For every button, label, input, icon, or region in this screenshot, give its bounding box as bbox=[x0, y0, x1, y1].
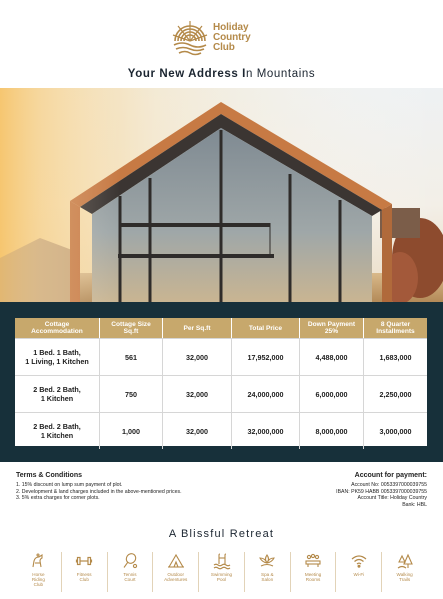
cell-total-price: 17,952,000 bbox=[232, 339, 300, 375]
table-row bbox=[15, 338, 427, 375]
amenity-label: Meeting Rooms bbox=[304, 572, 322, 582]
account-iban: IBAN: PK59 HABB 0053397000039755 bbox=[336, 488, 427, 495]
spa-icon bbox=[258, 552, 276, 570]
cell-total-price: 32,000,000 bbox=[232, 413, 300, 449]
amenity-label: Wi-Fi bbox=[353, 572, 365, 577]
table-row bbox=[15, 375, 427, 412]
tent-icon bbox=[167, 552, 185, 570]
cell-installment: 2,250,000 bbox=[379, 389, 412, 399]
meeting-icon bbox=[304, 552, 322, 570]
amenity-label: Fitness Club bbox=[76, 572, 92, 582]
cell-per-sqft: 32,000 bbox=[163, 413, 232, 449]
amenity-wifi bbox=[336, 552, 382, 592]
terms-item: 1. 15% discount on lump sum payment of plot. bbox=[16, 481, 123, 488]
terms-item: 3. 5% extra charges for corner plots. bbox=[16, 495, 100, 502]
amenity-swimming-pool bbox=[199, 552, 245, 592]
amenity-label: Tennis Court bbox=[123, 572, 137, 582]
cell-size: 561 bbox=[100, 339, 163, 375]
account-title: Account for payment: bbox=[354, 472, 427, 479]
header-accommodation bbox=[15, 318, 100, 338]
amenity-walking-trails bbox=[382, 552, 427, 592]
cell-per-sqft: 32,000 bbox=[163, 376, 232, 412]
cell-total-price: 24,000,000 bbox=[232, 376, 300, 412]
headline bbox=[0, 68, 443, 80]
pool-icon bbox=[213, 552, 231, 570]
cell-installment: 1,683,000 bbox=[379, 352, 412, 362]
brand-line-3: Club bbox=[213, 42, 235, 53]
header-size-label: Cottage Size Sq.ft bbox=[111, 321, 151, 335]
pricing-table bbox=[15, 318, 427, 446]
headline-regular: n Mountains bbox=[245, 68, 316, 80]
hero-cottage-image bbox=[0, 88, 443, 302]
header-down-payment-label: Down Payment 25% bbox=[307, 321, 356, 335]
cell-down-payment: 8,000,000 bbox=[300, 413, 364, 449]
cell-size: 1,000 bbox=[100, 413, 163, 449]
sunburst-logo-icon bbox=[170, 17, 210, 59]
dumbbell-icon bbox=[75, 552, 93, 570]
account-holder: Account Title: Holiday Country bbox=[357, 495, 427, 502]
brand-line-2: Country bbox=[213, 32, 251, 43]
header-installments-label: 8 Quarter Installments bbox=[376, 321, 415, 335]
amenity-label: Swimming Pool bbox=[210, 572, 233, 582]
account-bank: Bank: HBL bbox=[402, 502, 427, 509]
table-row bbox=[15, 412, 427, 449]
amenity-meeting-rooms bbox=[291, 552, 337, 592]
terms-item: 2. Development & land charges included in the above-mentioned prices. bbox=[16, 488, 182, 495]
brand-line-1: Holiday bbox=[213, 22, 249, 33]
amenity-outdoor-adventures bbox=[153, 552, 199, 592]
walking-trail-icon bbox=[396, 552, 414, 570]
brand-name bbox=[213, 23, 251, 53]
header-accommodation-label: Cottage Accommodation bbox=[31, 321, 83, 335]
cell-down-payment: 6,000,000 bbox=[300, 376, 364, 412]
brand-logo bbox=[170, 14, 280, 62]
header-per-sqft-label: Per Sq.ft bbox=[183, 324, 211, 332]
cell-installment: 3,000,000 bbox=[379, 426, 412, 436]
retreat-title: A Blissful Retreat bbox=[168, 528, 275, 540]
cell-accommodation: 1 Bed. 1 Bath, 1 Living, 1 Kitchen bbox=[15, 339, 100, 375]
amenity-label: Outdoor Adventures bbox=[164, 572, 188, 582]
headline-bold: Your New Address I bbox=[127, 68, 246, 80]
wifi-icon bbox=[350, 552, 368, 570]
account-number: Account No: 0053397000039755 bbox=[351, 481, 427, 488]
amenity-label: Spa & Salon bbox=[261, 572, 274, 582]
header-down-payment bbox=[300, 318, 364, 338]
payment-account bbox=[227, 473, 427, 509]
cell-down-payment: 4,488,000 bbox=[300, 339, 364, 375]
amenities-list bbox=[16, 552, 427, 592]
header-size bbox=[100, 318, 163, 338]
amenity-horse-riding bbox=[16, 552, 62, 592]
amenity-label: Horse Riding Club bbox=[31, 572, 45, 587]
header-total-price bbox=[232, 318, 300, 338]
cottage-illustration bbox=[0, 88, 443, 302]
header-installments bbox=[364, 318, 427, 338]
amenity-tennis-court bbox=[108, 552, 154, 592]
amenity-spa-salon bbox=[245, 552, 291, 592]
cell-accommodation: 2 Bed. 2 Bath, 1 Kitchen bbox=[15, 376, 100, 412]
amenity-fitness-club bbox=[62, 552, 108, 592]
tennis-racket-icon bbox=[121, 552, 139, 570]
terms-and-conditions bbox=[16, 473, 236, 502]
cell-per-sqft: 32,000 bbox=[163, 339, 232, 375]
terms-title: Terms & Conditions bbox=[16, 472, 82, 479]
amenity-label: Walking Trails bbox=[396, 572, 413, 582]
cell-size: 750 bbox=[100, 376, 163, 412]
header-total-price-label: Total Price bbox=[248, 324, 283, 332]
pricing-table-header bbox=[15, 318, 427, 338]
cell-accommodation: 2 Bed. 2 Bath, 1 Kitchen bbox=[15, 413, 100, 449]
horse-icon bbox=[29, 552, 47, 570]
header-per-sqft bbox=[163, 318, 232, 338]
